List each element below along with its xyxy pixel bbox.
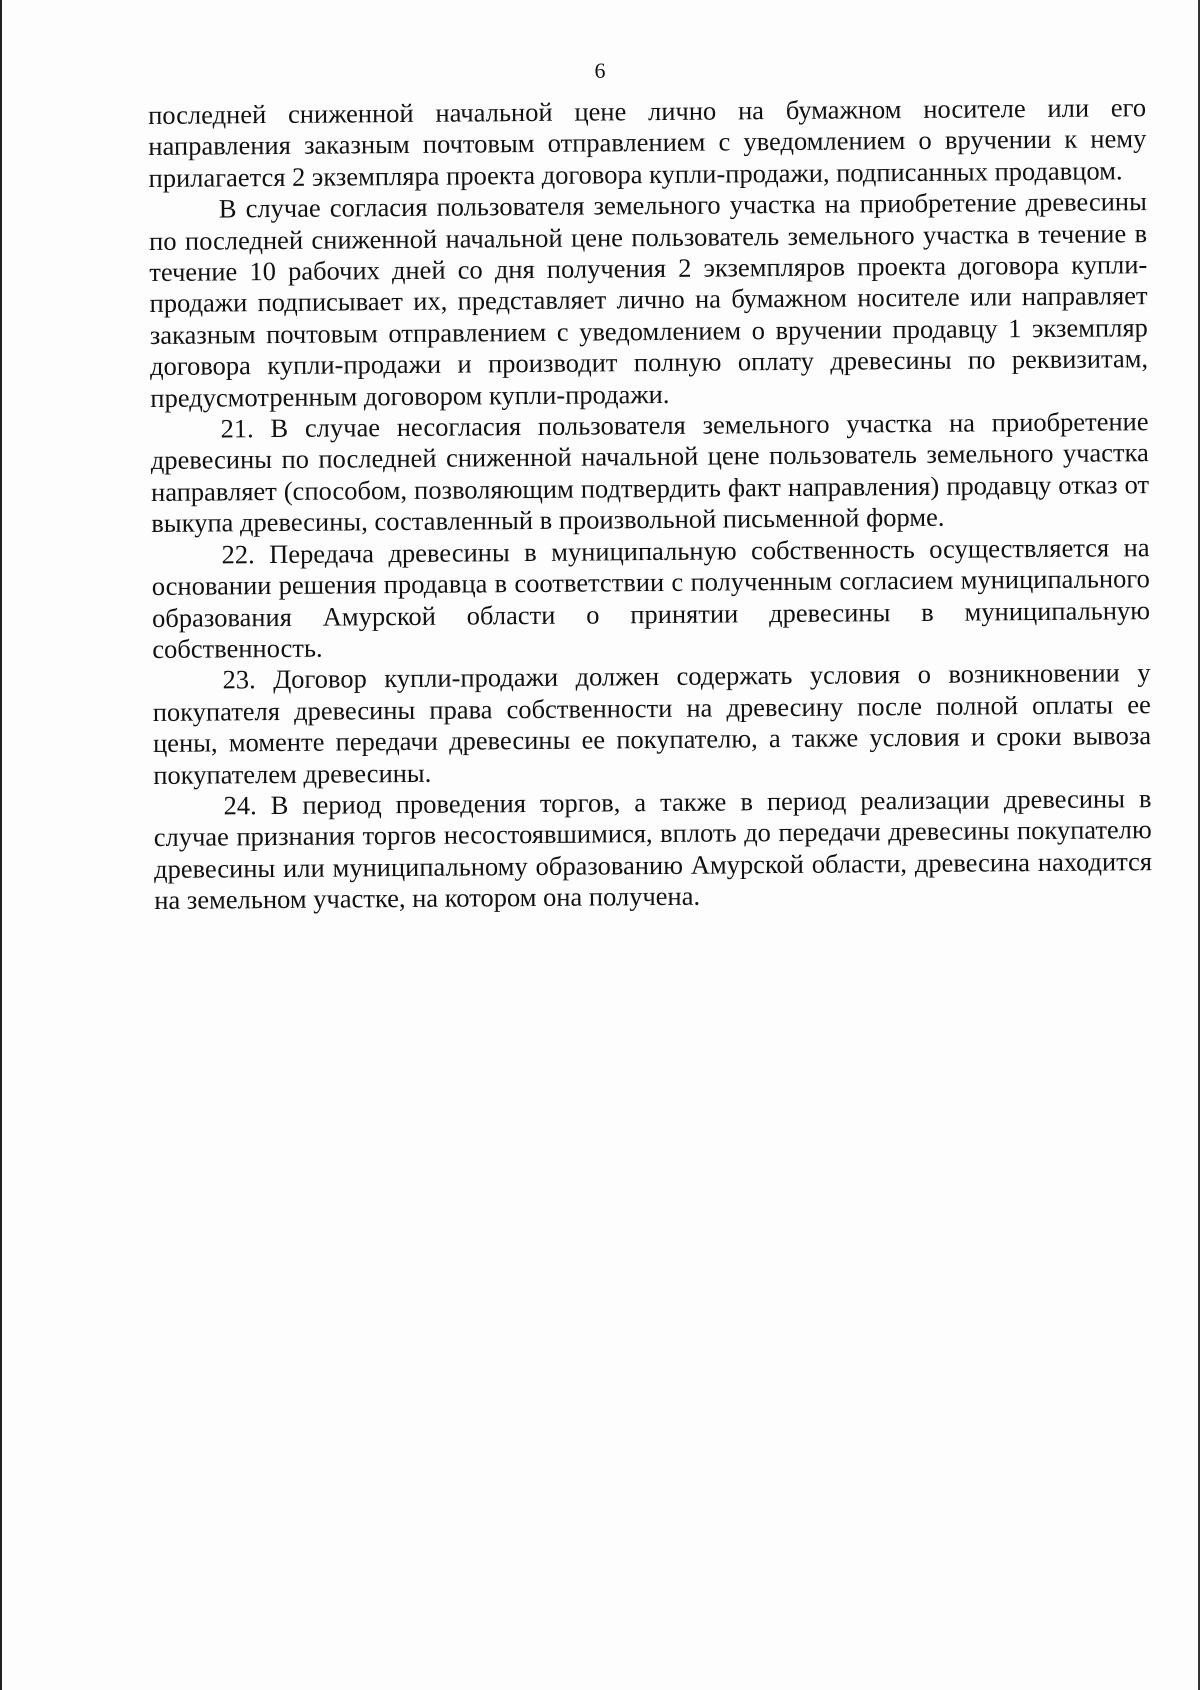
page-number: 6 xyxy=(594,58,606,83)
paragraph-consent: В случае согласия пользователя земельного участка на приобретение древесины по последней сниженной начальной цене пользователь земельного участка в течение в течение 10 рабочих дней со дня получения 2 экземпляров проекта договора купли-продажи подписывает их, представляет лично на бумажном носителе или направляет заказным почтовым отправлением с уведомлением о вручении продавцу 1 экземпляр договора купли-продажи и производит полную оплату древесины по реквизитам, предусмотренным договором купли-продажи. xyxy=(148,186,1149,413)
paragraph-24: 24. В период проведения торгов, а также в период реализации древесины в случае признания торгов несостоявшимися, вплоть до передачи древесины покупателю древесины или муниципальному образованию Амурской области, древесина находится на земельном участке, на котором она получена. xyxy=(153,783,1153,916)
page-left-edge xyxy=(0,0,2,1690)
paragraph-21: 21. В случае несогласия пользователя земельного участка на приобретение древесины по последней сниженной начальной цене пользователь земельного участка направляет (способом, позволяющим подтвердить факт направления) продавцу отказ от выкупа древесины, составленный в произвольной письменной форме. xyxy=(150,406,1150,539)
document-body xyxy=(148,92,1152,916)
paragraph-continuation: последней сниженной начальной цене лично на бумажном носителе или его направления заказным почтовым отправлением с уведомлением о вручении к нему прилагается 2 экземпляра проекта договора купли-продажи, подписанных продавцом. xyxy=(148,92,1147,193)
paragraph-22: 22. Передача древесины в муниципальную собственность осуществляется на основании решения продавца в соответствии с полученным согласием муниципального образования Амурской области о принятии древесины в муниципальную собственность. xyxy=(151,531,1151,664)
paragraph-23: 23. Договор купли-продажи должен содержать условия о возникновении у покупателя древесины права собственности на древесину после полной оплаты ее цены, моменте передачи древесины ее покупателю, а также условия и сроки вывоза покупателем древесины. xyxy=(152,657,1152,790)
